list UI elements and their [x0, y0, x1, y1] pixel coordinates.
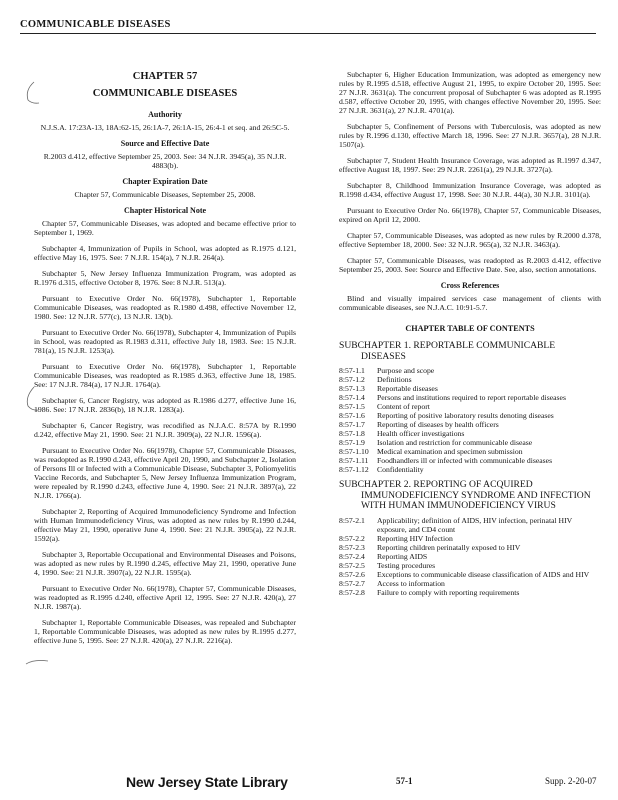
toc-entry-number: 8:57-1.8: [339, 429, 365, 438]
toc-entry: [339, 543, 601, 552]
history-heading: Chapter Historical Note: [123, 206, 207, 215]
toc-entry-title: Foodhandlers ill or infected with communicable diseases: [377, 456, 553, 465]
history-paragraph: Pursuant to Executive Order No. 66(1978), Chapter 57, Communicable Diseases, was readopted as R.1990 d.243, effective April 20, 1990, and Subchapter 2, Isolation of Persons Ill or Infected with a Communicable Disease, Subchapter 3, Poliomyelitis Vaccine Records, and Subchapter 5, New Jersey Influenza Immunization Program, were repealed by R.1990 d.243, effective June 4, 1990. See: 21 N.J.R. 3897(a), 22 N.J.R. 1766(a).: [34, 446, 296, 500]
toc-entry-number: 8:57-2.3: [339, 542, 365, 552]
toc-entry: [339, 552, 601, 561]
history-paragraph: Pursuant to Executive Order No. 66(1978), Subchapter 1, Reportable Communicable Diseases, was readopted as R.1980 d.498, effective November 12, 1980. See: 12 N.J.R. 577(c), 13 N.J.R. 13(b).: [34, 294, 296, 321]
toc-entry: [339, 429, 601, 438]
toc-entry-title: Medical examination and specimen submission: [377, 447, 523, 456]
toc-entry-title: Reporting of diseases by health officers: [377, 420, 499, 429]
toc-entry-number: 8:57-2.1: [339, 515, 365, 525]
toc-entry: [339, 366, 601, 375]
history-paragraph: Subchapter 3, Reportable Occupational and Environmental Diseases and Poisons, was adopted as new rules by R.1990 d.245, effective May 21, 1990, operative June 4, 1990. See: 21 N.J.R. 3907(a), 22 N.J.R. 1595(a).: [34, 550, 296, 577]
history-paragraph: Subchapter 6, Higher Education Immunization, was adopted as emergency new rules by R.1995 d.518, effective August 21, 1995, to expire October 20, 1995. See: 27 N.J.R. 3631(a). The concurrent proposal of Subchapter 6 was adopted as R.1995 d.587, effective October 20, 1995, with changes effective November 20, 1995. See: 27 N.J.R. 3631(a), 27 N.J.R. 4701(a).: [339, 70, 601, 115]
toc-entry: [339, 534, 601, 543]
toc-entry-number: 8:57-2.8: [339, 587, 365, 597]
expiration-heading: Chapter Expiration Date: [122, 177, 208, 186]
toc-entry-title: Failure to comply with reporting requirements: [377, 587, 520, 597]
toc-entry: [339, 375, 601, 384]
supplement-date: Supp. 2-20-07: [545, 776, 597, 786]
chapter-title: COMMUNICABLE DISEASES: [92, 88, 238, 99]
cross-references-heading: Cross References: [440, 281, 500, 290]
history-paragraph: Subchapter 6, Cancer Registry, was adopted as R.1986 d.277, effective June 16, 1986. See: 17 N.J.R. 2836(b), 18 N.J.R. 1283(a).: [34, 396, 296, 414]
toc-entry-title: Purpose and scope: [377, 366, 435, 375]
history-paragraph: Subchapter 6, Cancer Registry, was recodified as N.J.A.C. 8:57A by R.1990 d.242, effective May 21, 1990. See: 21 N.J.R. 3909(a), 22 N.J.R. 1596(a).: [34, 421, 296, 439]
authority-text: N.J.S.A. 17:23A-13, 18A:62-15, 26:1A-7, 26:1A-15, 26:4-1 et seq. and 26:5C-5.: [40, 123, 290, 132]
running-head: COMMUNICABLE DISEASES: [20, 19, 171, 30]
toc-entry-number: 8:57-2.7: [339, 578, 365, 588]
punch-hole-mark-icon: [24, 655, 50, 667]
toc-entry-number: 8:57-1.9: [339, 438, 365, 447]
history-paragraph: Subchapter 7, Student Health Insurance Coverage, was adopted as R.1997 d.347, effective August 18, 1997. See: 29 N.J.R. 2261(a), 29 N.J.R. 3727(a).: [339, 156, 601, 174]
toc-entry-title: Testing procedures: [377, 560, 436, 570]
toc-entry-title: Health officer investigations: [377, 429, 465, 438]
toc-entry: [339, 420, 601, 429]
history-right-paragraphs: [339, 70, 601, 274]
toc-entry-number: 8:57-1.11: [339, 456, 369, 465]
toc-entry: [339, 456, 601, 465]
toc-entry-title: Exceptions to communicable disease classification of AIDS and HIV: [377, 569, 590, 579]
toc-entry-title: Reporting AIDS: [377, 551, 428, 561]
history-paragraph: Pursuant to Executive Order No. 66(1978), Chapter 57, Communicable Diseases, expired on April 12, 2000.: [339, 206, 601, 224]
toc-entry-number: 8:57-1.4: [339, 393, 365, 402]
toc-entry-number: 8:57-1.7: [339, 420, 365, 429]
toc-entry: [339, 438, 601, 447]
table-of-contents: [339, 341, 601, 597]
toc-entry-title: Isolation and restriction for communicable disease: [377, 438, 533, 447]
toc-entry: [339, 561, 601, 570]
toc-entry-title: Reportable diseases: [377, 384, 438, 393]
toc-entry-title: Reporting children perinatally exposed to HIV: [377, 542, 521, 552]
history-paragraph: Pursuant to Executive Order No. 66(1978), Subchapter 4, Immunization of Pupils in School, was readopted as R.1983 d.311, effective July 18, 1983. See: 15 N.J.R. 781(a), 15 N.J.R. 1253(a).: [34, 328, 296, 355]
history-paragraph: Subchapter 8, Childhood Immunization Insurance Coverage, was adopted as R.1998 d.434, effective August 17, 1998. See: 30 N.J.R. 44(a), 30 N.J.R. 3101(a).: [339, 181, 601, 199]
library-stamp: New Jersey State Library: [126, 774, 288, 790]
toc-entry-title: Access to information: [377, 578, 445, 588]
toc-entry-title: Reporting of positive laboratory results denoting diseases: [377, 411, 554, 420]
history-left-paragraphs: [34, 219, 296, 645]
toc-entry-title: Confidentiality: [377, 465, 424, 474]
toc-entry-number: 8:57-2.2: [339, 533, 365, 543]
source-text: R.2003 d.412, effective September 25, 2003. See: 34 N.J.R. 3945(a), 35 N.J.R. 4883(b).: [43, 152, 287, 170]
toc-entry-number: 8:57-2.4: [339, 551, 365, 561]
history-paragraph: Chapter 57, Communicable Diseases, was adopted and became effective prior to September 1, 1969.: [34, 219, 296, 237]
toc-entry: [339, 402, 601, 411]
toc-subchapter-title: SUBCHAPTER 2. REPORTING OF ACQUIRED IMMUNODEFICIENCY SYNDROME AND INFECTION WITH HUMAN IMMUNODEFICIENCY VIRUS: [339, 479, 591, 511]
toc-entry: [339, 516, 601, 534]
chapter-number: CHAPTER 57: [132, 71, 198, 82]
toc-entry-number: 8:57-2.5: [339, 560, 365, 570]
history-paragraph: Subchapter 5, New Jersey Influenza Immunization Program, was adopted as R.1976 d.315, effective October 8, 1976. See: 8 N.J.R. 513(a).: [34, 269, 296, 287]
toc-entry: [339, 447, 601, 456]
toc-entry: [339, 411, 601, 420]
history-paragraph: Subchapter 2, Reporting of Acquired Immunodeficiency Syndrome and Infection with Human Immunodeficiency Virus, was adopted as new rules by R.1990 d.244, effective May 21, 1990, operative June 4, 1990. See: 21 N.J.R. 3905(a), 22 N.J.R. 1592(a).: [34, 507, 296, 543]
toc-entry-title: Content of report: [377, 402, 430, 411]
history-paragraph: Chapter 57, Communicable Diseases, was readopted as R.2003 d.412, effective September 25, 2003. See: Source and Effective Date. See, also, section annotations.: [339, 256, 601, 274]
expiration-text: Chapter 57, Communicable Diseases, September 25, 2008.: [74, 190, 256, 199]
header-rule: [20, 33, 596, 34]
history-paragraph: Pursuant to Executive Order No. 66(1978), Chapter 57, Communicable Diseases, was readopted as R.1995 d.240, effective April 12, 1995. See: 27 N.J.R. 420(a), 27 N.J.R. 1987(a).: [34, 584, 296, 611]
toc-entry-number: 8:57-2.6: [339, 569, 365, 579]
history-paragraph: Subchapter 4, Immunization of Pupils in School, was adopted as R.1975 d.121, effective May 16, 1975. See: 7 N.J.R. 154(a), 7 N.J.R. 264(a).: [34, 244, 296, 262]
toc-entry: [339, 570, 601, 579]
authority-heading: Authority: [148, 110, 182, 119]
toc-entry-number: 8:57-1.2: [339, 375, 365, 384]
toc-entry: [339, 465, 601, 474]
toc-heading: CHAPTER TABLE OF CONTENTS: [405, 324, 535, 333]
toc-entry: [339, 393, 601, 402]
toc-entry-number: 8:57-1.5: [339, 402, 365, 411]
page-number: 57-1: [396, 776, 413, 786]
history-paragraph: Subchapter 5, Confinement of Persons with Tuberculosis, was adopted as new rules by R.1996 d.130, effective March 18, 1996. See: 27 N.J.R. 3657(a), 28 N.J.R. 1507(a).: [339, 122, 601, 149]
toc-entry-title: Applicability; definition of AIDS, HIV infection, perinatal HIV exposure, and CD4 count: [377, 515, 573, 534]
toc-entry-number: 8:57-1.1: [339, 366, 365, 375]
toc-entry: [339, 588, 601, 597]
toc-subchapter-title: SUBCHAPTER 1. REPORTABLE COMMUNICABLE DISEASES: [339, 340, 556, 362]
toc-entry: [339, 579, 601, 588]
cross-references-text: Blind and visually impaired services case management of clients with communicable diseases, see N.J.A.C. 10:91-5.7.: [339, 294, 601, 312]
toc-entry-number: 8:57-1.6: [339, 411, 365, 420]
toc-entry-number: 8:57-1.3: [339, 384, 365, 393]
toc-entry: [339, 384, 601, 393]
toc-entry-title: Reporting HIV Infection: [377, 533, 453, 543]
left-column: [34, 70, 296, 652]
history-paragraph: Subchapter 1, Reportable Communicable Diseases, was repealed and Subchapter 1, Reportable Communicable Diseases, was adopted as new rules by R.1995 d.277, effective June 5, 1995. See: 27 N.J.R. 420(a), 27 N.J.R. 2216(a).: [34, 618, 296, 645]
toc-entry-number: 8:57-1.10: [339, 447, 369, 456]
history-paragraph: Chapter 57, Communicable Diseases, was adopted as new rules by R.2000 d.378, effective September 18, 2000. See: 32 N.J.R. 965(a), 32 N.J.R. 3463(a).: [339, 231, 601, 249]
source-heading: Source and Effective Date: [120, 139, 210, 148]
toc-entry-title: Persons and institutions required to report reportable diseases: [377, 393, 566, 402]
toc-entry-title: Definitions: [377, 375, 412, 384]
toc-entry-number: 8:57-1.12: [339, 465, 369, 474]
history-paragraph: Pursuant to Executive Order No. 66(1978), Subchapter 1, Reportable Communicable Diseases, was readopted as R.1985 d.363, effective June 18, 1985. See: 17 N.J.R. 784(a), 17 N.J.R. 1764(a).: [34, 362, 296, 389]
right-column: [339, 70, 601, 597]
